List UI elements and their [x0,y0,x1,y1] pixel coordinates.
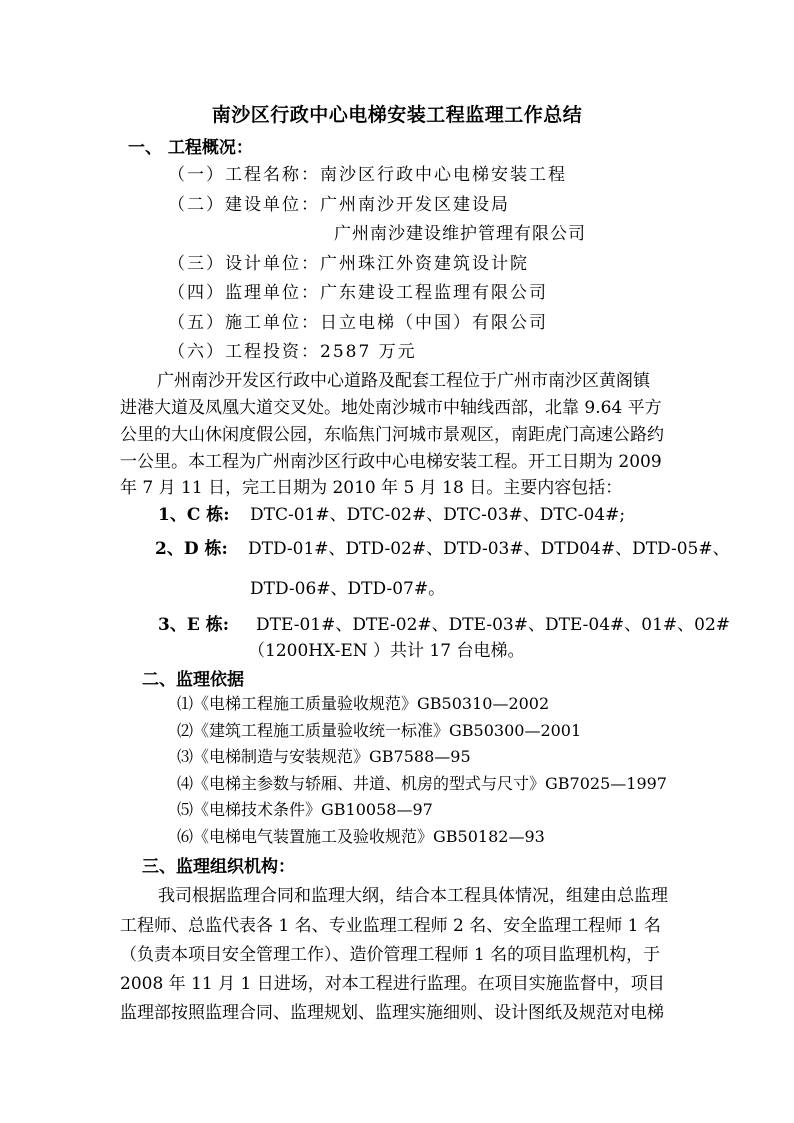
section-3-heading: 三、监理组织机构： [142,857,295,877]
organization-para-line: 2008 年 11 月 1 日进场，对本工程进行监理。在项目实施监督中，项目 [120,974,665,994]
organization-para-line: 我司根据监理合同和监理大纲，结合本工程具体情况，组建由总监理 [158,886,668,906]
owner-unit-item: （二）建设单位：广州南沙开发区建设局 [168,195,510,215]
project-name-item: （一）工程名称：南沙区行政中心电梯安装工程 [168,165,567,185]
standard-ref: ⑵《建筑工程施工质量验收统一标准》GB50300—2001 [177,721,582,740]
building-d-elevators: DTD-01#、DTD-02#、DTD-03#、DTD04#、DTD-05#、 [248,539,730,559]
standard-ref: ⑷《电梯主参数与轿厢、井道、机房的型式与尺寸》GB7025—1997 [177,774,667,793]
section-2-heading: 二、监理依据 [142,670,244,690]
building-d-elevators-cont: DTD-06#、DTD-07#。 [250,579,446,599]
overview-para-line: 公里的大山休闲度假公园，东临焦门河城市景观区，南距虎门高速公路约 [120,425,664,445]
building-e-elevators: DTE-01#、DTE-02#、DTE-03#、DTE-04#、01#、02# [256,615,731,635]
building-c-elevators: DTC-01#、DTC-02#、DTC-03#、DTC-04#; [250,505,626,525]
section-1-heading: 一、 工程概况： [128,138,253,158]
building-e-elevators-cont: （1200HX-EN ）共计 17 台电梯。 [248,641,525,661]
organization-para-line: （负责本项目安全管理工作）、造价管理工程师 1 名的项目监理机构，于 [120,945,661,965]
overview-para-line: 年 7 月 11 日，完工日期为 2010 年 5 月 18 日。主要内容包括： [120,478,623,498]
overview-para-line: 广州南沙开发区行政中心道路及配套工程位于广州市南沙区黄阁镇 [157,371,650,391]
standard-ref: ⑶《电梯制造与安装规范》GB7588—95 [177,747,471,766]
owner-unit-second-line: 广州南沙建设维护管理有限公司 [334,224,586,244]
organization-para-line: 工程师、总监代表各 1 名、专业监理工程师 2 名、安全监理工程师 1 名 [120,916,661,936]
construction-unit-item: （五）施工单位：日立电梯（中国）有限公司 [168,313,548,333]
overview-para-line: 一公里。本工程为广州南沙区行政中心电梯安装工程。开工日期为 2009 [120,452,662,472]
page-title: 南沙区行政中心电梯安装工程监理工作总结 [211,104,583,126]
building-c-label: 1、C 栋: [158,505,230,525]
supervision-unit-item: （四）监理单位：广东建设工程监理有限公司 [168,283,548,303]
standard-ref: ⑹《电梯电气装置施工及验收规范》GB50182—93 [177,827,545,846]
building-d-label: 2、D 栋: [155,539,228,559]
design-unit-item: （三）设计单位：广州珠江外资建筑设计院 [168,254,529,274]
organization-para-line: 监理部按照监理合同、监理规划、监理实施细则、设计图纸及规范对电梯 [120,1003,664,1023]
standard-ref: ⑴《电梯工程施工质量验收规范》GB50310—2002 [177,694,550,713]
standard-ref: ⑸《电梯技术条件》GB10058—97 [177,800,433,819]
investment-item: （六）工程投资：2587 万元 [168,342,417,362]
building-e-label: 3、E 栋: [158,615,229,635]
overview-para-line: 进港大道及凤凰大道交叉处。地处南沙城市中轴线西部，北靠 9.64 平方 [120,398,662,418]
